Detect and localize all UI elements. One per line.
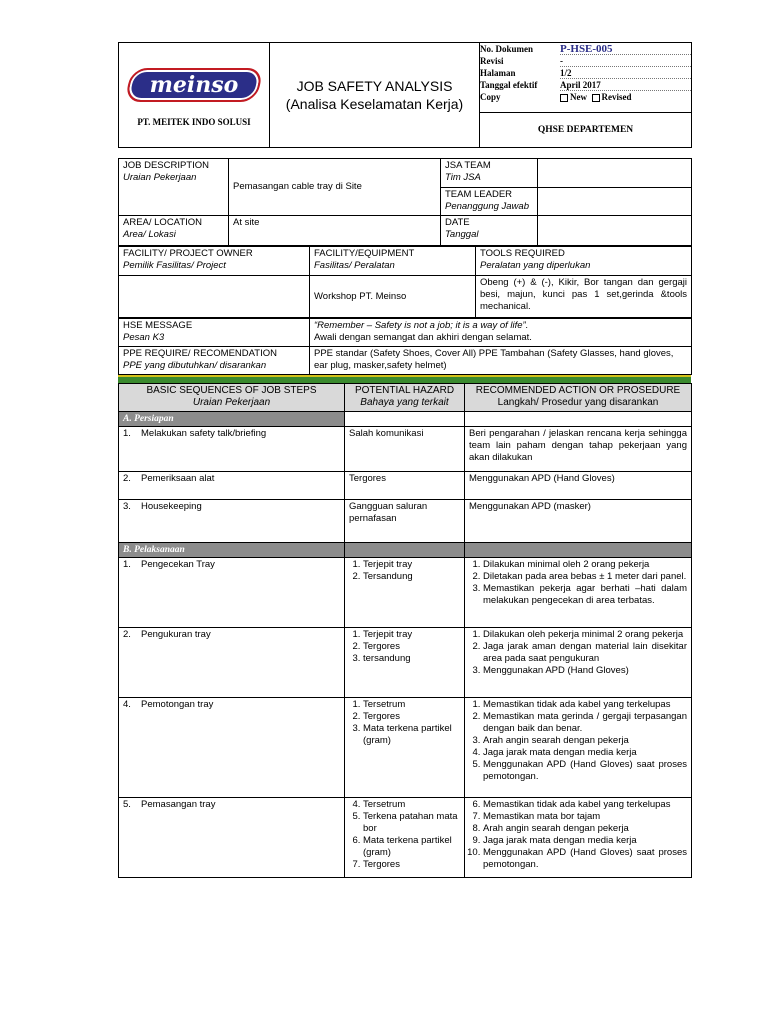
equipment-label-cell — [310, 247, 476, 276]
company-logo — [124, 68, 263, 102]
action-item: 7. Memastikan mata bor tajam — [483, 811, 687, 823]
action-item: 1. Memastikan tidak ada kabel yang terkelupas — [483, 699, 687, 711]
tools-label-cell — [476, 247, 692, 276]
action-item: 8. Arah angin searah dengan pekerja — [483, 823, 687, 835]
area-label-cell — [119, 216, 229, 246]
title-line-2: (Analisa Keselamatan Kerja) — [285, 96, 464, 112]
steps-header-label: BASIC SEQUENCES OF JOB STEPS — [146, 385, 317, 396]
section-title: A. Persiapan — [119, 412, 345, 427]
potential-hazard — [345, 558, 465, 628]
info-table — [118, 158, 692, 246]
tools-sublabel: Peralatan yang diperlukan — [480, 260, 591, 271]
job-description-label: JOB DESCRIPTION — [123, 160, 210, 171]
section-spacer — [345, 412, 465, 427]
action-header-label: RECOMMENDED ACTION OR PROSEDURE — [475, 385, 681, 396]
hazard-text: Tergores — [349, 473, 386, 484]
logo-text: meinso — [149, 72, 239, 98]
document-title — [270, 43, 480, 148]
meta-value: P-HSE-005 — [560, 43, 691, 55]
ppe-sublabel: PPE yang dibutuhkan/ disarankan — [123, 360, 267, 371]
action-item: 5. Menggunakan APD (Hand Gloves) saat proses pemotongan. — [483, 759, 687, 783]
hse-message-text: Awali dengan semangat dan akhiri dengan selamat. — [314, 332, 532, 343]
hazard-header-label: POTENTIAL HAZARD — [354, 385, 455, 396]
section-header-row — [119, 543, 692, 558]
area-sublabel: Area/ Lokasi — [123, 229, 176, 240]
step-text: Pengukuran tray — [141, 629, 211, 640]
meta-value: - — [560, 55, 691, 67]
copy-new-label: New — [570, 92, 587, 102]
hazard-item: 7. Tergores — [363, 859, 460, 871]
team-leader-label-cell — [441, 188, 538, 216]
table-row — [119, 472, 692, 500]
action-column-header — [465, 384, 692, 412]
job-step — [119, 500, 345, 543]
ppe-label: PPE REQUIRE/ RECOMENDATION — [123, 348, 277, 359]
meta-row — [480, 67, 691, 79]
action-item: 2. Jaga jarak aman dengan material lain disekitar area pada saat pengukuran — [483, 641, 687, 665]
action-item: 6. Memastikan tidak ada kabel yang terkelupas — [483, 799, 687, 811]
recommended-action — [465, 500, 692, 543]
action-item: 3. Menggunakan APD (Hand Gloves) — [483, 665, 687, 677]
facility-table — [118, 246, 692, 318]
new-checkbox[interactable] — [560, 94, 568, 102]
step-text: Housekeeping — [141, 501, 202, 512]
step-number: 1. — [123, 559, 131, 570]
job-description-label-cell — [119, 159, 229, 216]
table-row — [119, 500, 692, 543]
table-row — [119, 427, 692, 472]
section-spacer — [345, 543, 465, 558]
table-row — [119, 558, 692, 628]
equipment-sublabel: Fasilitas/ Peralatan — [314, 260, 395, 271]
section-header-row — [119, 412, 692, 427]
ppe-label-cell — [119, 347, 310, 375]
meta-value: 1/2 — [560, 67, 691, 79]
meta-row — [480, 79, 691, 91]
date-label: DATE — [445, 217, 470, 228]
hse-sublabel: Pesan K3 — [123, 332, 165, 343]
steps-column-header — [119, 384, 345, 412]
job-step — [119, 427, 345, 472]
hazard-item: 3. Mata terkena partikel (gram) — [363, 723, 460, 747]
hazard-item: 2. Tergores — [363, 641, 460, 653]
potential-hazard — [345, 698, 465, 798]
job-step — [119, 558, 345, 628]
action-item: 1. Dilakukan oleh pekerja minimal 2 orang pekerja — [483, 629, 687, 641]
action-item: 1. Dilakukan minimal oleh 2 orang pekerja — [483, 559, 687, 571]
action-item: 2. Diletakan pada area bebas ± 1 meter dari panel. — [483, 571, 687, 583]
step-number: 3. — [123, 501, 131, 512]
step-number: 5. — [123, 799, 131, 810]
job-step — [119, 698, 345, 798]
step-text: Pengecekan Tray — [141, 559, 215, 570]
action-item: 3. Memastikan pekerja agar berhati –hati dalam melakukan pengecekan di area terbatas. — [483, 583, 687, 607]
hazard-item: 2. Tergores — [363, 711, 460, 723]
area-label: AREA/ LOCATION — [123, 217, 203, 228]
step-text: Pemeriksaan alat — [141, 473, 215, 484]
revised-checkbox[interactable] — [592, 94, 600, 102]
table-row — [119, 798, 692, 878]
action-item: 3. Arah angin searah dengan pekerja — [483, 735, 687, 747]
jsa-team-label: JSA TEAM — [445, 160, 491, 171]
owner-value — [119, 276, 310, 318]
hazard-item: 1. Terjepit tray — [363, 629, 460, 641]
divider-bar — [118, 375, 691, 383]
jsa-team-label-cell — [441, 159, 538, 188]
meta-key: Tanggal efektif — [480, 80, 538, 90]
meta-key: Revisi — [480, 56, 504, 66]
area-value: At site — [229, 216, 441, 246]
action-header-sublabel: Langkah/ Prosedur yang disarankan — [497, 397, 659, 408]
action-item: 2. Memastikan mata gerinda / gergaji terpasangan dengan baik dan benar. — [483, 711, 687, 735]
action-item: 9. Jaga jarak mata dengan media kerja — [483, 835, 687, 847]
step-text: Pemasangan tray — [141, 799, 216, 810]
team-leader-sublabel: Penanggung Jawab — [445, 201, 529, 212]
copy-label: Copy — [480, 92, 501, 102]
meta-value: April 2017 — [560, 79, 691, 91]
hazard-column-header — [345, 384, 465, 412]
hazard-item: 2. Tersandung — [363, 571, 460, 583]
meta-key: Halaman — [480, 68, 516, 78]
jsa-team-sublabel: Tim JSA — [445, 172, 481, 183]
job-step — [119, 472, 345, 500]
hazard-item: 1. Terjepit tray — [363, 559, 460, 571]
copy-row — [480, 91, 691, 103]
step-number: 2. — [123, 473, 131, 484]
hse-message — [310, 319, 692, 347]
meta-row — [480, 43, 691, 55]
hazard-text: Salah komunikasi — [349, 428, 424, 439]
tools-label: TOOLS REQUIRED — [480, 248, 565, 259]
job-step — [119, 628, 345, 698]
hazard-header-sublabel: Bahaya yang terkait — [360, 397, 449, 408]
company-name: PT. MEITEK INDO SOLUSI — [137, 117, 251, 127]
team-leader-label: TEAM LEADER — [445, 189, 513, 200]
job-description-value: Pemasangan cable tray di Site — [229, 159, 441, 216]
ppe-value: PPE standar (Safety Shoes, Cover All) PPE Tambahan (Safety Glasses, hand gloves, ear plug, masker,safety helmet) — [310, 347, 692, 375]
section-spacer — [465, 412, 692, 427]
potential-hazard — [345, 628, 465, 698]
step-text: Pemotongan tray — [141, 699, 214, 710]
logo-cell — [119, 43, 270, 148]
document-meta — [480, 43, 692, 113]
recommended-action — [465, 558, 692, 628]
hazard-item: 3. tersandung — [363, 653, 460, 665]
team-leader-value — [538, 188, 692, 216]
hse-label-cell — [119, 319, 310, 347]
action-item: 10. Menggunakan APD (Hand Gloves) saat proses pemotongan. — [483, 847, 687, 871]
equipment-label: FACILITY/EQUIPMENT — [314, 248, 415, 259]
section-spacer — [465, 543, 692, 558]
table-row — [119, 698, 692, 798]
job-description-sublabel: Uraian Pekerjaan — [123, 172, 197, 183]
recommended-action — [465, 628, 692, 698]
potential-hazard — [345, 500, 465, 543]
hazard-item: 5. Terkena patahan mata bor — [363, 811, 460, 835]
recommended-action — [465, 472, 692, 500]
owner-label: FACILITY/ PROJECT OWNER — [123, 248, 253, 259]
step-number: 1. — [123, 428, 131, 439]
department-label: QHSE DEPARTEMEN — [480, 113, 692, 148]
job-step — [119, 798, 345, 878]
hse-quote: “Remember – Safety is not a job; it is a way of life”. — [314, 320, 529, 331]
owner-label-cell — [119, 247, 310, 276]
step-number: 2. — [123, 629, 131, 640]
copy-revised-label: Revised — [601, 92, 632, 102]
date-value — [538, 216, 692, 246]
meta-row — [480, 55, 691, 67]
hazard-item: 4. Tersetrum — [363, 799, 460, 811]
hazard-item: 1. Tersetrum — [363, 699, 460, 711]
step-text: Melakukan safety talk/briefing — [141, 428, 267, 439]
section-title: B. Pelaksanaan — [119, 543, 345, 558]
potential-hazard — [345, 427, 465, 472]
hazard-text: Gangguan saluran pernafasan — [349, 501, 428, 524]
potential-hazard — [345, 472, 465, 500]
header-table — [118, 42, 692, 148]
job-steps-table — [118, 383, 692, 878]
tools-value: Obeng (+) & (-), Kikir, Bor tangan dan gergaji besi, majun, kunci pas 1 set,gerinda &tools mechanical. — [476, 276, 692, 318]
recommended-action — [465, 698, 692, 798]
action-item: 4. Jaga jarak mata dengan media kerja — [483, 747, 687, 759]
action-text: Menggunakan APD (Hand Gloves) — [469, 473, 615, 484]
date-sublabel: Tanggal — [445, 229, 479, 240]
hse-label: HSE MESSAGE — [123, 320, 193, 331]
jsa-document — [118, 42, 691, 878]
table-row — [119, 628, 692, 698]
jsa-team-value — [538, 159, 692, 188]
action-text: Beri pengarahan / jelaskan rencana kerja sehingga team lain paham dengan tahap pekerjaan yang akan dilakukan — [469, 428, 687, 463]
hazard-item: 6. Mata terkena partikel (gram) — [363, 835, 460, 859]
step-number: 4. — [123, 699, 131, 710]
recommended-action — [465, 427, 692, 472]
equipment-value: Workshop PT. Meinso — [310, 276, 476, 318]
potential-hazard — [345, 798, 465, 878]
action-text: Menggunakan APD (masker) — [469, 501, 591, 512]
steps-header-sublabel: Uraian Pekerjaan — [192, 397, 271, 408]
recommended-action — [465, 798, 692, 878]
hse-table — [118, 318, 692, 375]
meta-key: No. Dokumen — [480, 44, 534, 54]
title-line-1: JOB SAFETY ANALYSIS — [296, 78, 453, 94]
date-label-cell — [441, 216, 538, 246]
owner-sublabel: Pemilik Fasilitas/ Project — [123, 260, 226, 271]
